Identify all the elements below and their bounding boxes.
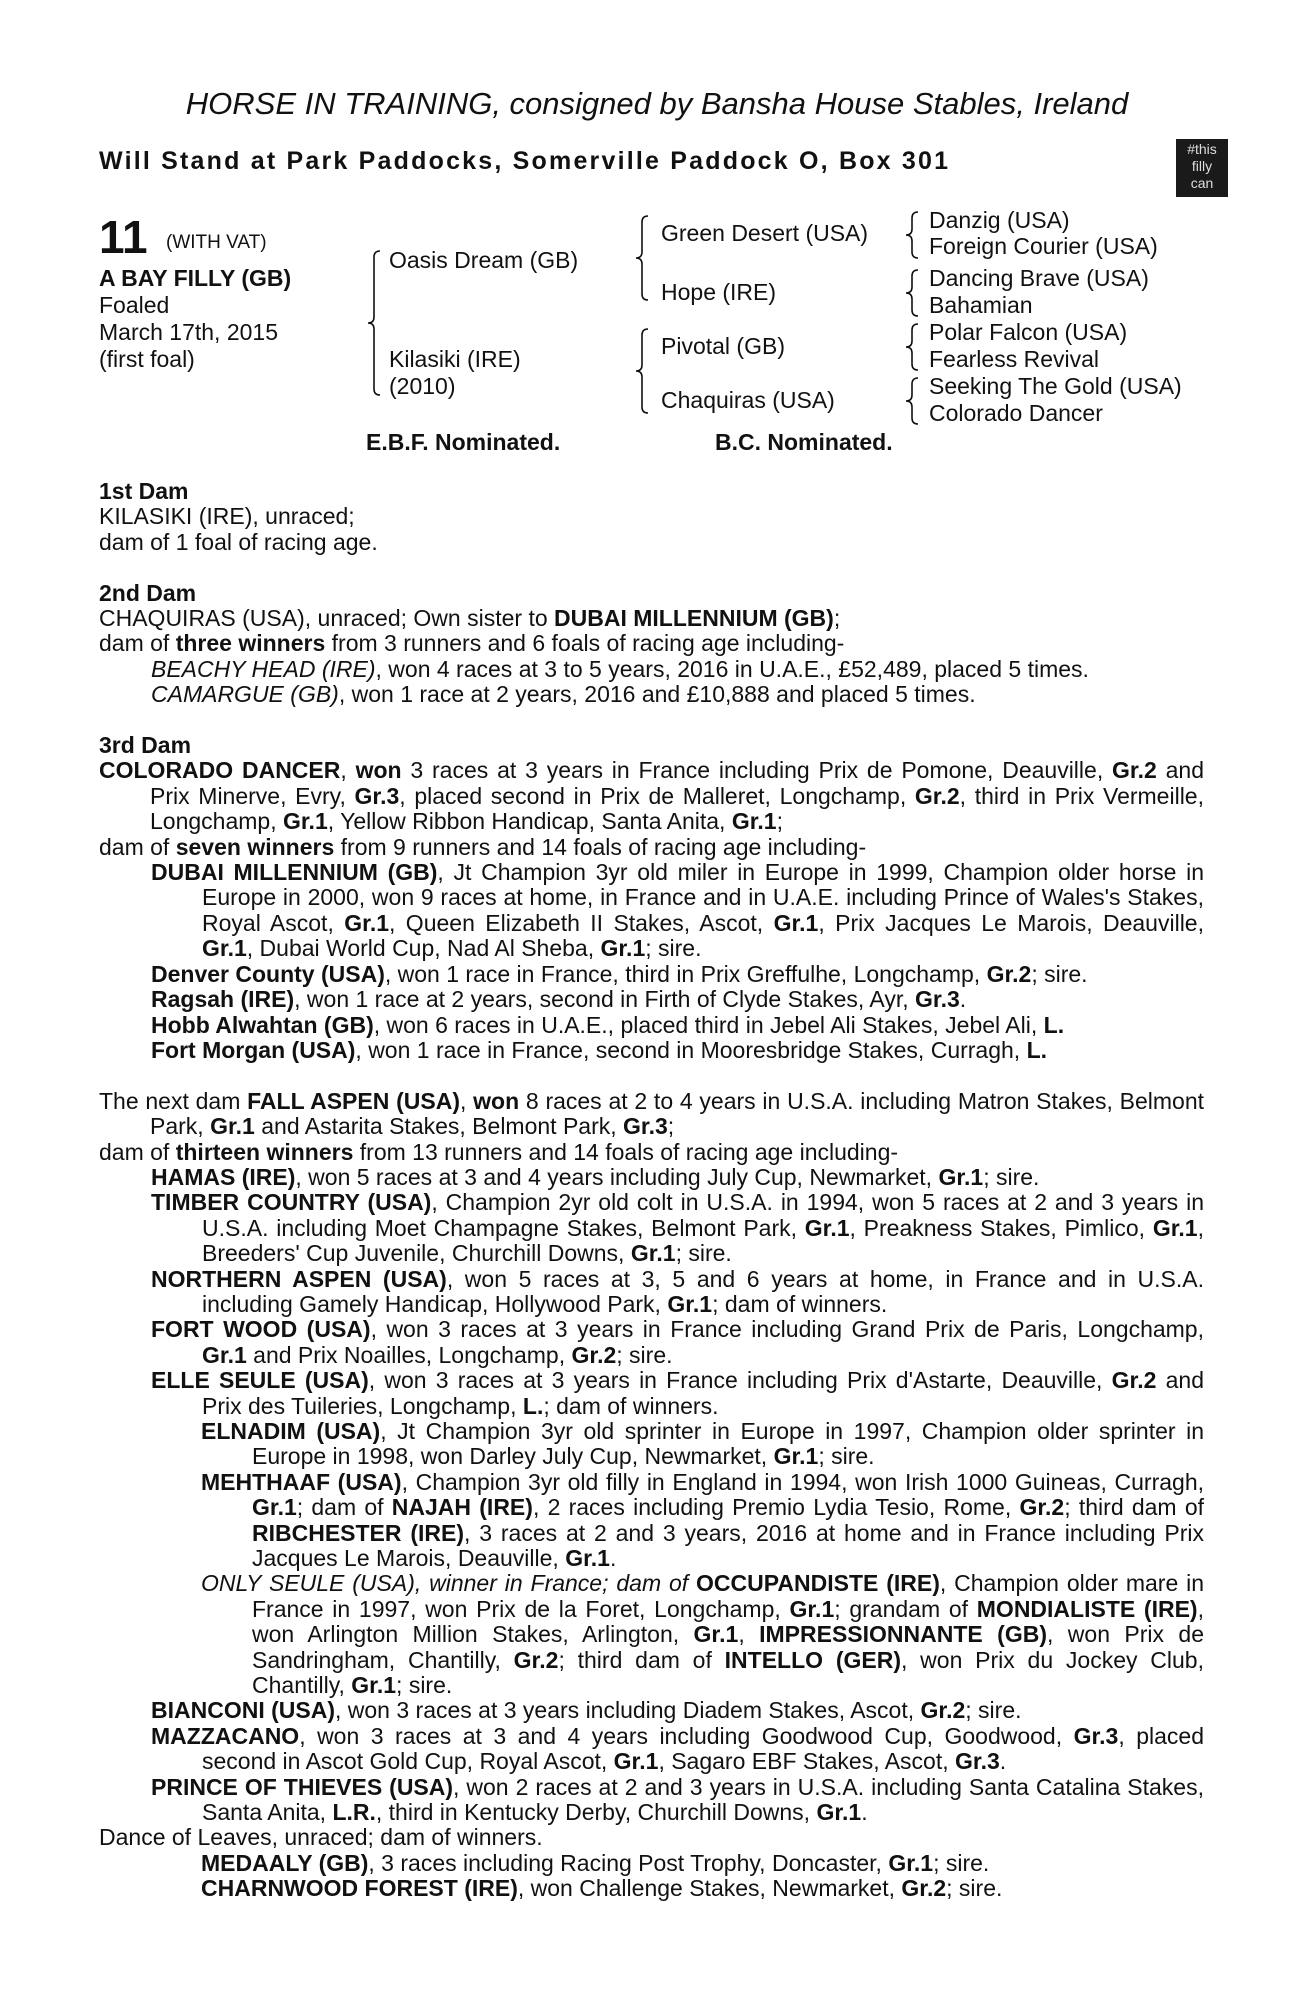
- pedigree-entry: [99, 860, 1204, 962]
- text: dam of 1 foal of racing age.: [99, 528, 378, 555]
- text: ,: [738, 1621, 760, 1648]
- pedigree-entry: [99, 835, 1204, 860]
- text: , 2 races including Premio Lydia Tesio, Rome,: [532, 1494, 1020, 1521]
- text: .: [861, 1799, 868, 1826]
- bold-text: FORT WOOD (USA): [151, 1316, 371, 1343]
- bold-text: Gr.1: [888, 1849, 934, 1876]
- bold-text: Gr.2: [1111, 1367, 1157, 1394]
- bold-text: Gr.1: [630, 1240, 676, 1267]
- pedigree-g3: Polar Falcon (USA): [929, 319, 1128, 345]
- text: ,: [340, 757, 356, 784]
- bold-text: seven winners: [175, 833, 335, 860]
- italic-text: ONLY SEULE (USA), winner in France; dam of: [201, 1570, 697, 1597]
- text: , Champion 2yr old colt in U.S.A. in 1994, won 5 races at 2 and 3 years in U.S.A. including Moet Champagne Stakes, Belmont Park,: [202, 1189, 1204, 1241]
- bold-text: Gr.1: [773, 1443, 819, 1470]
- text: , 3 races at 2 and 3 years, 2016 at home and in France including Prix Jacques Le Marois, Deauville,: [252, 1519, 1204, 1572]
- pedigree-entry: [99, 1775, 1204, 1826]
- text: , Yellow Ribbon Handicap, Santa Anita,: [327, 808, 732, 835]
- text: Dance of Leaves, unraced; dam of winners.: [99, 1824, 543, 1851]
- bold-text: Gr.1: [667, 1290, 713, 1317]
- text: , third in Prix Vermeille, Longchamp,: [150, 782, 1204, 835]
- pedigree-g3: Dancing Brave (USA): [929, 265, 1149, 291]
- bold-text: CHARNWOOD FOREST (IRE): [201, 1875, 518, 1902]
- bold-text: NAJAH (IRE): [391, 1494, 533, 1521]
- bold-text: Gr.1: [600, 935, 646, 962]
- brace-parents: [368, 251, 380, 395]
- pedigree-entry: [99, 962, 1204, 987]
- brace-g3: [906, 270, 918, 316]
- text: 8 races at 2 to 4 years in U.S.A. including Matron Stakes, Belmont Park,: [150, 1087, 1205, 1140]
- text: ; sire.: [965, 1697, 1022, 1724]
- bold-text: Gr.3: [1073, 1722, 1119, 1749]
- text: ; sire.: [675, 1240, 732, 1267]
- pedigree-entry: [99, 1190, 1204, 1266]
- pedigree-entry: [99, 1571, 1204, 1698]
- text: ;: [776, 808, 783, 835]
- text: ; sire.: [396, 1672, 453, 1699]
- text: KILASIKI (IRE), unraced;: [99, 503, 355, 530]
- pedigree-g3: Fearless Revival: [929, 346, 1099, 372]
- bold-text: thirteen winners: [175, 1138, 354, 1165]
- bold-text: MEHTHAAF (USA): [201, 1468, 402, 1495]
- text: ; third dam of: [558, 1646, 725, 1673]
- bold-text: ELLE SEULE (USA): [151, 1367, 369, 1394]
- text: , won 3 races at 3 years including Diadem Stakes, Ascot,: [335, 1697, 921, 1724]
- text: , won Prix du Jockey Club, Chantilly,: [252, 1646, 1204, 1699]
- bold-text: NORTHERN ASPEN (USA): [151, 1265, 447, 1292]
- text: from 3 runners and 6 foals of racing age including-: [325, 630, 845, 657]
- section-heading: 1st Dam: [99, 478, 189, 504]
- bold-text: PRINCE OF THIEVES (USA): [151, 1773, 454, 1800]
- bold-text: Gr.1: [282, 808, 328, 835]
- pedigree-g3: Bahamian: [929, 292, 1033, 318]
- text: .: [959, 986, 967, 1013]
- bold-text: Gr.3: [623, 1113, 668, 1140]
- text: , won 3 races at 3 and 4 years including Goodwood Cup, Goodwood,: [299, 1722, 1074, 1749]
- text: 3 races at 3 years in France including Prix de Pomone, Deauville,: [401, 757, 1113, 784]
- text: dam of: [99, 833, 176, 860]
- text: , Champion 3yr old filly in England in 1994, won Irish 1000 Guineas, Curragh,: [401, 1468, 1205, 1495]
- text: , Jt Champion 3yr old sprinter in Europe in 1997, Champion older sprinter in Europe in 1998, won Darley July Cup, Newmarket,: [252, 1417, 1205, 1470]
- bold-text: Gr.1: [202, 935, 247, 962]
- text: .: [999, 1748, 1007, 1775]
- text: ; sire.: [946, 1875, 1003, 1902]
- text: dam of: [99, 1138, 176, 1165]
- pedigree-sire-sire: Green Desert (USA): [661, 220, 869, 246]
- bold-text: Ragsah (IRE): [151, 986, 295, 1013]
- brace-g3: [906, 324, 918, 370]
- pedigree-entry: [99, 1013, 1204, 1038]
- text: , won 1 race at 2 years, second in Firth of Clyde Stakes, Ayr,: [294, 986, 916, 1013]
- text: ; grandam of: [834, 1595, 977, 1622]
- text: , Dubai World Cup, Nad Al Sheba,: [246, 935, 601, 962]
- foaled-label: Foaled: [99, 292, 170, 318]
- bold-text: Gr.2: [986, 960, 1032, 987]
- bold-text: Gr.1: [693, 1621, 739, 1648]
- bold-text: L.: [522, 1392, 544, 1419]
- pedigree-dam-dam: Chaquiras (USA): [661, 387, 835, 413]
- text: ; sire.: [818, 1443, 875, 1470]
- text: ;: [667, 1113, 675, 1140]
- bold-text: Gr.3: [915, 986, 960, 1013]
- text: ; sire.: [1031, 960, 1088, 987]
- text: , Prix Jacques Le Marois, Deauville,: [818, 909, 1204, 936]
- text: , Queen Elizabeth II Stakes, Ascot,: [389, 909, 774, 936]
- bold-text: Gr.3: [354, 782, 400, 809]
- bold-text: Gr.1: [351, 1672, 397, 1699]
- text: , placed second in Ascot Gold Cup, Royal Ascot,: [202, 1722, 1204, 1775]
- bc-nominated: B.C. Nominated.: [715, 429, 893, 455]
- text: ;: [833, 605, 841, 632]
- pedigree-sire-dam: Hope (IRE): [661, 279, 777, 305]
- pedigree-entry: [99, 1876, 1204, 1901]
- text: , won 4 races at 3 to 5 years, 2016 in U.A.E., £52,489, placed 5 times.: [375, 655, 1089, 682]
- pedigree-entry: [99, 1038, 1204, 1063]
- bold-text: L.R.: [332, 1799, 376, 1826]
- text: , won 3 races at 3 years in France including Grand Prix de Paris, Longchamp,: [370, 1316, 1204, 1343]
- foal-note: (first foal): [99, 346, 195, 372]
- pedigree-entry: [99, 1140, 1204, 1165]
- bold-text: MEDAALY (GB): [201, 1849, 369, 1876]
- pedigree-entry: [99, 530, 1204, 555]
- pedigree-entry: [99, 1368, 1204, 1419]
- text: from 9 runners and 14 foals of racing age including-: [334, 833, 867, 860]
- logo-text: can: [1190, 175, 1214, 191]
- bold-text: MAZZACANO: [151, 1722, 300, 1749]
- text: , won 5 races at 3, 5 and 6 years at home, in France and in U.S.A. including Gamely Handicap, Hollywood Park,: [202, 1265, 1204, 1317]
- bold-text: Gr.2: [571, 1341, 617, 1368]
- text: , won 5 races at 3 and 4 years including July Cup, Newmarket,: [295, 1163, 939, 1190]
- text: , third in Kentucky Derby, Churchill Downs,: [375, 1799, 817, 1826]
- brace-g3: [906, 378, 918, 424]
- bold-text: COLORADO DANCER: [99, 757, 341, 784]
- text: ; third dam of: [1064, 1494, 1205, 1521]
- dam-section: [99, 1089, 1204, 1902]
- text: from 13 runners and 14 foals of racing age including-: [353, 1138, 899, 1165]
- pedigree-sire: Oasis Dream (GB): [389, 247, 579, 273]
- bold-text: RIBCHESTER (IRE): [252, 1519, 465, 1546]
- bold-text: Gr.1: [773, 909, 819, 936]
- pedigree-g3: Foreign Courier (USA): [929, 233, 1158, 259]
- pedigree-entry: [99, 1851, 1204, 1876]
- text: , won 2 races at 2 and 3 years in U.S.A. including Santa Catalina Stakes, Santa Anita,: [202, 1773, 1204, 1826]
- section-heading: 3rd Dam: [99, 732, 192, 759]
- catalogue-pedigree-notes: [99, 479, 1204, 1902]
- bold-text: Gr.2: [1112, 757, 1157, 784]
- pedigree-entry: [99, 1698, 1204, 1723]
- bold-text: Gr.1: [252, 1494, 297, 1521]
- bold-text: Gr.1: [202, 1341, 247, 1368]
- pedigree-entry: [99, 504, 1204, 529]
- vat-note: (WITH VAT): [166, 232, 267, 253]
- bold-text: L.: [1026, 1036, 1048, 1063]
- text: ; sire.: [616, 1341, 673, 1368]
- text: , won 3 races at 3 years in France including Prix d'Astarte, Deauville,: [368, 1367, 1112, 1394]
- bold-text: Denver County (USA): [151, 960, 385, 987]
- text: , Champion older mare in France in 1997, won Prix de la Foret, Longchamp,: [252, 1570, 1205, 1622]
- bold-text: Gr.2: [1019, 1494, 1065, 1521]
- text: and Astarita Stakes, Belmont Park,: [254, 1113, 624, 1140]
- text: , won 1 race in France, second in Mooresbridge Stakes, Curragh,: [355, 1036, 1027, 1063]
- text: ; sire.: [645, 935, 702, 962]
- bold-text: INTELLO (GER): [724, 1646, 901, 1673]
- brace-dam-line: [636, 329, 648, 413]
- pedigree-dam-year: (2010): [389, 373, 456, 399]
- pedigree-entry: [99, 987, 1204, 1012]
- brace-sire-line: [636, 216, 648, 300]
- text: , won 6 races in U.A.E., placed third in Jebel Ali Stakes, Jebel Ali,: [373, 1011, 1044, 1038]
- bold-text: FALL ASPEN (USA): [247, 1087, 460, 1114]
- bold-text: Fort Morgan (USA): [151, 1036, 356, 1063]
- italic-text: BEACHY HEAD (IRE): [151, 655, 376, 682]
- text: .: [609, 1545, 617, 1572]
- bold-text: Gr.1: [565, 1545, 610, 1572]
- bold-text: Gr.2: [914, 782, 960, 809]
- bold-text: DUBAI MILLENNIUM (GB): [151, 859, 438, 886]
- text: ; dam of winners.: [712, 1290, 888, 1317]
- pedigree-g3: Danzig (USA): [929, 207, 1070, 233]
- bold-text: Gr.1: [938, 1163, 984, 1190]
- pedigree-entry: [99, 1724, 1204, 1775]
- section-heading: 2nd Dam: [99, 579, 197, 606]
- text: , won Challenge Stakes, Newmarket,: [517, 1875, 902, 1902]
- bold-text: Gr.1: [1152, 1214, 1198, 1241]
- pedigree-entry: [99, 758, 1204, 834]
- text: , won Prix de Sandringham, Chantilly,: [252, 1621, 1205, 1673]
- bold-text: Gr.3: [955, 1748, 1000, 1775]
- text: CHAQUIRAS (USA), unraced; Own sister to: [99, 605, 555, 632]
- dam-section: [99, 581, 1204, 708]
- text: , won 1 race in France, third in Prix Greffulhe, Longchamp,: [384, 960, 987, 987]
- text: ; sire.: [933, 1849, 990, 1876]
- text: , placed second in Prix de Malleret, Longchamp,: [399, 782, 915, 809]
- bold-text: IMPRESSIONNANTE (GB): [759, 1621, 1047, 1648]
- bold-text: Gr.1: [816, 1799, 862, 1826]
- bold-text: HAMAS (IRE): [151, 1163, 296, 1190]
- bold-text: Gr.1: [210, 1113, 255, 1140]
- pedigree-g3: Seeking The Gold (USA): [929, 373, 1182, 399]
- bold-text: Gr.1: [344, 909, 390, 936]
- bold-text: Gr.1: [804, 1214, 850, 1241]
- horse-name: A BAY FILLY (GB): [99, 265, 292, 291]
- bold-text: Gr.2: [901, 1875, 947, 1902]
- text: , 3 races including Racing Post Trophy, Doncaster,: [368, 1849, 889, 1876]
- text: ,: [459, 1087, 474, 1114]
- page-title: HORSE IN TRAINING, consigned by Bansha House Stables, Ireland: [185, 86, 1129, 121]
- text: ; dam of winners.: [543, 1392, 719, 1419]
- pedigree-entry: [99, 1267, 1204, 1318]
- ebf-nominated: E.B.F. Nominated.: [366, 429, 561, 455]
- italic-text: CAMARGUE (GB): [151, 681, 339, 708]
- bold-text: TIMBER COUNTRY (USA): [151, 1189, 432, 1216]
- text: and Prix Minerve, Evry,: [150, 757, 1204, 809]
- logo-text: #this: [1187, 141, 1217, 157]
- bold-text: three winners: [175, 630, 326, 657]
- bold-text: Gr.1: [613, 1748, 659, 1775]
- bold-text: OCCUPANDISTE (IRE): [696, 1570, 940, 1597]
- bold-text: Hobb Alwahtan (GB): [151, 1011, 374, 1038]
- pedigree-dam-sire: Pivotal (GB): [661, 333, 785, 359]
- text: , won Arlington Million Stakes, Arlington,: [252, 1595, 1204, 1648]
- text: , Breeders' Cup Juvenile, Churchill Downs,: [202, 1214, 1204, 1267]
- pedigree-entry: [99, 1165, 1204, 1190]
- pedigree-entry: [99, 657, 1204, 682]
- logo-text: filly: [1191, 158, 1213, 174]
- text: and Prix des Tuileries, Longchamp,: [202, 1367, 1205, 1419]
- text: ; dam of: [296, 1494, 392, 1521]
- pedigree-entry: [99, 631, 1204, 656]
- text: The next dam: [99, 1087, 248, 1114]
- pedigree-entry: [99, 682, 1204, 707]
- pedigree-entry: [99, 1089, 1204, 1140]
- bold-text: ELNADIM (USA): [201, 1417, 381, 1444]
- bold-text: L.: [1043, 1011, 1065, 1038]
- text: ; sire.: [983, 1163, 1040, 1190]
- text: , Jt Champion 3yr old miler in Europe in 1999, Champion older horse in Europe in 2000, won 9 races at home, in France and in U.A.E. including Prince of Wales's Stakes, Royal Ascot,: [202, 859, 1205, 936]
- lot-number: 11: [99, 211, 148, 263]
- pedigree-g3: Colorado Dancer: [929, 400, 1103, 426]
- bold-text: Gr.2: [920, 1697, 966, 1724]
- bold-text: DUBAI MILLENNIUM (GB): [554, 605, 834, 632]
- pedigree-entry: [99, 1419, 1204, 1470]
- pedigree-entry: [99, 1470, 1204, 1572]
- bold-text: MONDIALISTE (IRE): [976, 1595, 1198, 1622]
- bold-text: Gr.2: [513, 1646, 559, 1673]
- pedigree-entry: [99, 1317, 1204, 1368]
- brace-g3: [906, 212, 918, 258]
- dam-section: [99, 733, 1204, 1063]
- text: dam of: [99, 630, 176, 657]
- bold-text: won: [473, 1087, 520, 1114]
- bold-text: BIANCONI (USA): [151, 1697, 335, 1724]
- foaled-date: March 17th, 2015: [99, 319, 279, 345]
- bold-text: won: [355, 757, 402, 784]
- bold-text: Gr.1: [731, 808, 777, 835]
- text: , Preakness Stakes, Pimlico,: [849, 1214, 1153, 1241]
- pedigree-entry: [99, 606, 1204, 631]
- text: and Prix Noailles, Longchamp,: [246, 1341, 572, 1368]
- pedigree-entry: [99, 1825, 1204, 1850]
- dam-section: [99, 479, 1204, 555]
- pedigree-dam: Kilasiki (IRE): [389, 346, 521, 372]
- bold-text: Gr.1: [789, 1595, 835, 1622]
- text: , Sagaro EBF Stakes, Ascot,: [658, 1748, 956, 1775]
- text: , won 1 race at 2 years, 2016 and £10,888 and placed 5 times.: [338, 681, 976, 708]
- stand-location: Will Stand at Park Paddocks, Somerville Paddock O, Box 301: [99, 147, 951, 175]
